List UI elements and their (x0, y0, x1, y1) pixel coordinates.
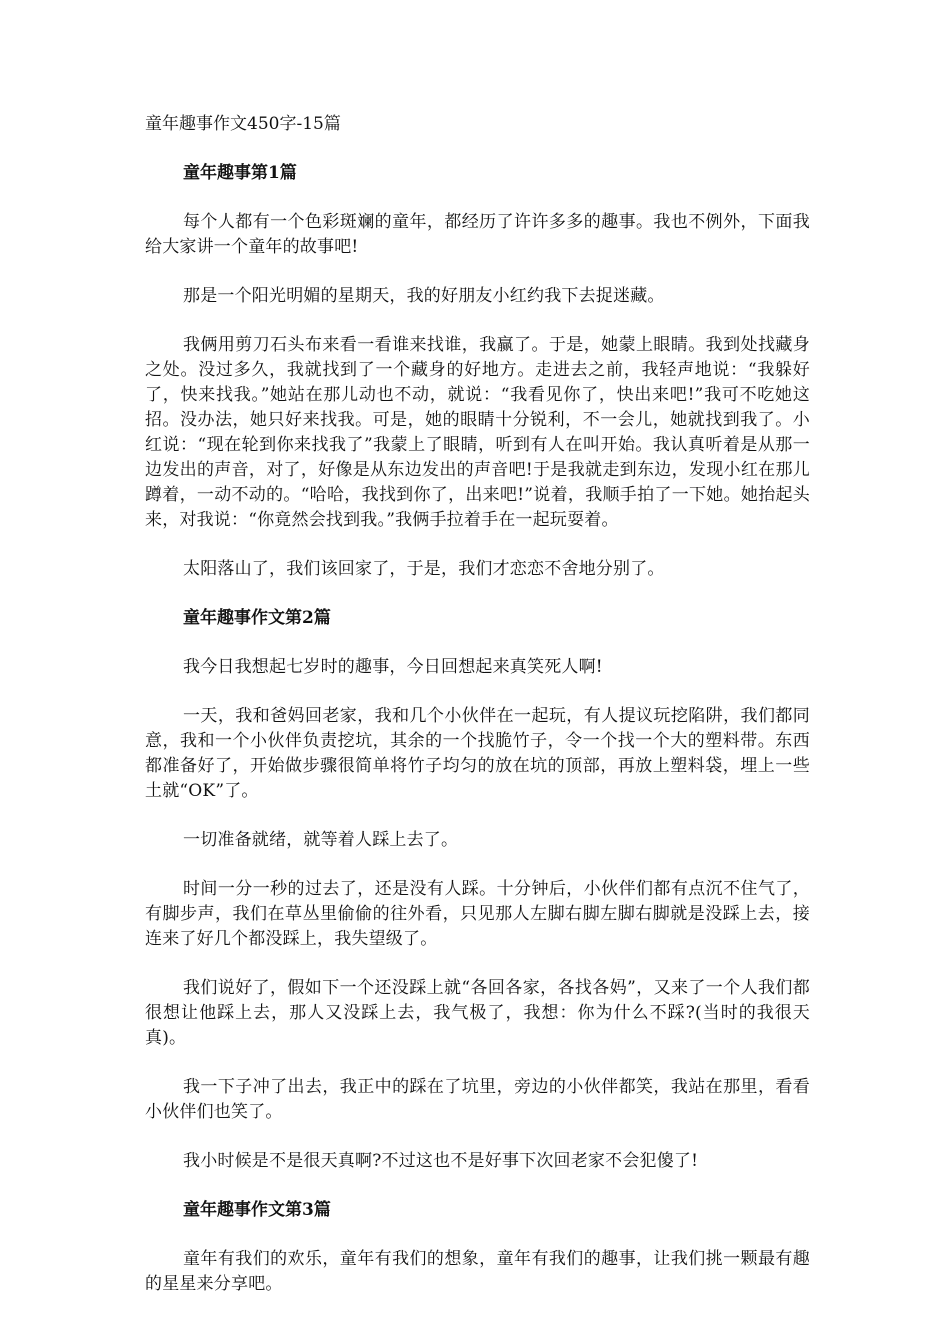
paragraph: 太阳落山了，我们该回家了，于是，我们才恋恋不舍地分别了。 (183, 559, 665, 579)
paragraph: 那是一个阳光明媚的星期天，我的好朋友小红约我下去捉迷藏。 (183, 286, 665, 306)
paragraph: 我一下子冲了出去，我正中的踩在了坑里，旁边的小伙伴都笑，我站在那里，看看小伙伴们也笑了。 (145, 1077, 810, 1122)
paragraph: 我俩用剪刀石头布来看一看谁来找谁，我赢了。于是，她蒙上眼睛。我到处找藏身之处。没过多久，我就找到了一个藏身的好地方。走进去之前，我轻声地说：“我躲好了，快来找我。”她站在那儿动也不动，就说：“我看见你了，快出来吧!”我可不吃她这招。没办法，她只好来找我。可是，她的眼睛十分锐利，不一会儿，她就找到我了。小红说：“现在轮到你来找我了”我蒙上了眼睛，听到有人在叫开始。我认真听着是从那一边发出的声音，对了，好像是从东边发出的声音吧!于是我就走到东边，发现小红在那儿蹲着，一动不动的。“哈哈，我找到你了，出来吧!”说着，我顺手拍了一下她。她抬起头来，对我说：“你竟然会找到我。”我俩手拉着手在一起玩耍着。 (145, 335, 810, 530)
section-heading: 童年趣事第1篇 (183, 163, 297, 183)
section-heading: 童年趣事作文第3篇 (183, 1200, 331, 1220)
paragraph: 我今日我想起七岁时的趣事，今日回想起来真笑死人啊! (183, 657, 603, 677)
section-1 (145, 161, 810, 582)
section-2 (145, 606, 810, 1174)
paragraph: 我们说好了，假如下一个还没踩上就“各回各家，各找各妈”，又来了一个人我们都很想让他踩上去，那人又没踩上去，我气极了，我想：你为什么不踩?(当时的我很天真)。 (145, 978, 810, 1048)
paragraph: 时间一分一秒的过去了，还是没有人踩。十分钟后，小伙伴们都有点沉不住气了，有脚步声，我们在草丛里偷偷的往外看，只见那人左脚右脚左脚右脚就是没踩上去，接连来了好几个都没踩上，我失望级了。 (145, 879, 810, 949)
paragraph: 每个人都有一个色彩斑斓的童年，都经历了许许多多的趣事。我也不例外，下面我给大家讲一个童年的故事吧! (145, 212, 810, 257)
paragraph: 我小时候是不是很天真啊?不过这也不是好事下次回老家不会犯傻了! (183, 1151, 699, 1171)
section-3 (145, 1198, 810, 1297)
paragraph: 一天，我和爸妈回老家，我和几个小伙伴在一起玩，有人提议玩挖陷阱，我们都同意，我和一个小伙伴负责挖坑，其余的一个找脆竹子，令一个找一个大的塑料带。东西都准备好了，开始做步骤很简单将竹子均匀的放在坑的顶部，再放上塑料袋，埋上一些土就“OK”了。 (145, 706, 810, 801)
section-heading: 童年趣事作文第2篇 (183, 608, 331, 628)
document-title: 童年趣事作文450字-15篇 (145, 114, 341, 134)
document-page (145, 112, 810, 1321)
paragraph: 一切准备就绪，就等着人踩上去了。 (183, 830, 459, 850)
paragraph: 童年有我们的欢乐，童年有我们的想象，童年有我们的趣事，让我们挑一颗最有趣的星星来分享吧。 (145, 1249, 810, 1294)
